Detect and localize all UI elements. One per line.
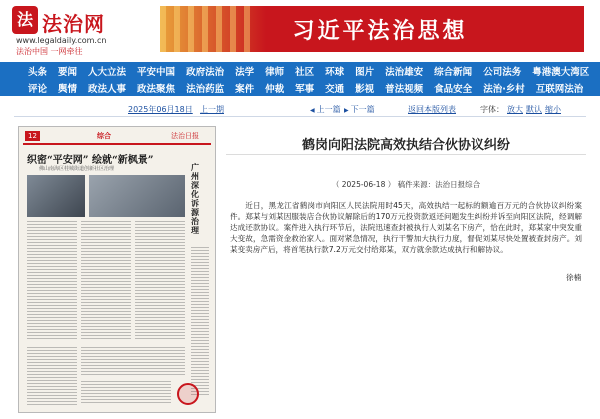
paper-headline: 织密“平安网” 绘就“新枫景” (27, 155, 154, 166)
nav-item[interactable]: 评论 (28, 83, 48, 95)
nav-item[interactable]: 政法聚焦 (137, 83, 176, 95)
prev-issue-link[interactable]: 上一期 (200, 105, 224, 114)
nav-item[interactable]: 法治·乡村 (483, 83, 525, 95)
nav-item[interactable]: 互联网法治 (535, 83, 584, 95)
arrow-left-icon: ◀ (310, 107, 315, 114)
paper-photo (27, 175, 85, 217)
next-article-label: 下一篇 (350, 105, 375, 114)
paper-text-block (81, 347, 185, 377)
nav-item[interactable]: 政法人事 (88, 83, 127, 95)
nav-item[interactable]: 法治药监 (186, 83, 225, 95)
article-body: 近日，黑龙江省鹤岗市向阳区人民法院用时45天，高效执结一起标的额逾百万元的合伙协议纠纷案件。郑某与刘某因服装店合伙协议解除后的170万元投资款返还问题发生纠纷并诉至向阳区法院，经调解达成还款协议。案件进入执行环节后，法院迅速查封被执行人刘某名下房产，恰在此时，郑某家中突发重大变故，急需资金救治家人。面对紧急情况，执行干警加大执行力度，督促刘某尽快处置被查封房产。刘某变卖房产后，将首笔执行款7.2万元交付给郑某，双方就余款达成执行和解协议。 (230, 201, 582, 254)
nav-item[interactable]: 综合新闻 (434, 66, 473, 78)
article-title-divider (226, 154, 586, 155)
nav-item[interactable]: 图片 (355, 66, 375, 78)
toolbar-divider (14, 116, 586, 117)
font-shrink-link[interactable]: 缩小 (545, 105, 561, 114)
nav-item[interactable]: 头条 (28, 66, 48, 78)
font-default-link[interactable]: 默认 (526, 105, 542, 114)
article-title: 鹤岗向阳法院高效执结合伙协议纠纷 (301, 138, 510, 153)
prev-article-link[interactable] (310, 104, 341, 115)
paper-header (23, 131, 211, 145)
nav-row-2 (28, 79, 594, 96)
nav-item[interactable]: 公司法务 (483, 66, 522, 78)
nav-item[interactable]: 军事 (295, 83, 315, 95)
next-article-link[interactable] (344, 104, 375, 115)
article-meta: （ 2025-06-18 ） 稿件来源：法治日报综合 (331, 180, 481, 189)
font-size-controls (480, 104, 561, 115)
font-enlarge-link[interactable]: 放大 (507, 105, 523, 114)
nav-item[interactable]: 政府法治 (186, 66, 225, 78)
nav-item[interactable]: 交通 (325, 83, 345, 95)
nav-item[interactable]: 人大立法 (88, 66, 127, 78)
logo-slogan: 法治中国 一网牵往 (16, 47, 83, 56)
font-size-label: 字体： (480, 105, 504, 114)
paper-text-block (191, 247, 209, 397)
issue-date-link[interactable]: 2025年06月18日 (128, 105, 193, 114)
paper-section: 综合 (97, 132, 111, 140)
nav-item[interactable]: 粤港澳大湾区 (532, 66, 590, 78)
nav-item[interactable]: 普法视频 (385, 83, 424, 95)
paper-subheadline: 佛山南海区桂城街道创新社区治理 (39, 166, 115, 172)
nav-item[interactable]: 社区 (295, 66, 315, 78)
back-to-list-link[interactable]: 返回本版列表 (408, 105, 456, 114)
current-article-marker (177, 383, 199, 405)
arrow-right-icon: ▶ (344, 107, 349, 114)
nav-item[interactable]: 影视 (355, 83, 375, 95)
logo-url: www.legaldaily.com.cn (16, 36, 107, 45)
paper-photo (89, 175, 185, 217)
site-header (0, 0, 600, 58)
nav-item[interactable]: 环球 (325, 66, 345, 78)
article (226, 126, 586, 413)
article-author: 徐楠 (566, 273, 582, 282)
logo-name: 法治网 (42, 12, 105, 36)
nav-item[interactable]: 食品安全 (434, 83, 473, 95)
nav-item[interactable]: 要闻 (58, 66, 78, 78)
newspaper-page-thumbnail[interactable] (18, 126, 216, 413)
paper-text-block (27, 347, 77, 405)
paper-text-block (27, 221, 77, 341)
paper-text-block (81, 381, 171, 405)
nav-item[interactable]: 法学 (235, 66, 255, 78)
issue-toolbar (0, 102, 600, 116)
paper-masthead: 法治日报 (171, 132, 199, 140)
paper-text-block (135, 221, 185, 341)
prev-article-label: 上一篇 (316, 105, 341, 114)
paper-page-number: 12 (25, 131, 40, 141)
site-logo[interactable] (12, 6, 132, 56)
paper-vertical-title: 广州深化诉源治理 (191, 162, 199, 235)
nav-item[interactable]: 律师 (265, 66, 285, 78)
nav-item[interactable]: 仲裁 (265, 83, 285, 95)
paper-text-block (81, 221, 131, 341)
logo-mark-icon: 法 (12, 6, 38, 34)
banner[interactable] (160, 6, 584, 52)
nav-item[interactable]: 平安中国 (137, 66, 176, 78)
nav-item[interactable]: 案件 (235, 83, 255, 95)
nav-row-1 (28, 62, 600, 79)
banner-title: 习近平法治思想 (292, 18, 468, 44)
main-nav (0, 62, 600, 96)
nav-item[interactable]: 法治雄安 (385, 66, 424, 78)
nav-item[interactable]: 舆情 (58, 83, 78, 95)
